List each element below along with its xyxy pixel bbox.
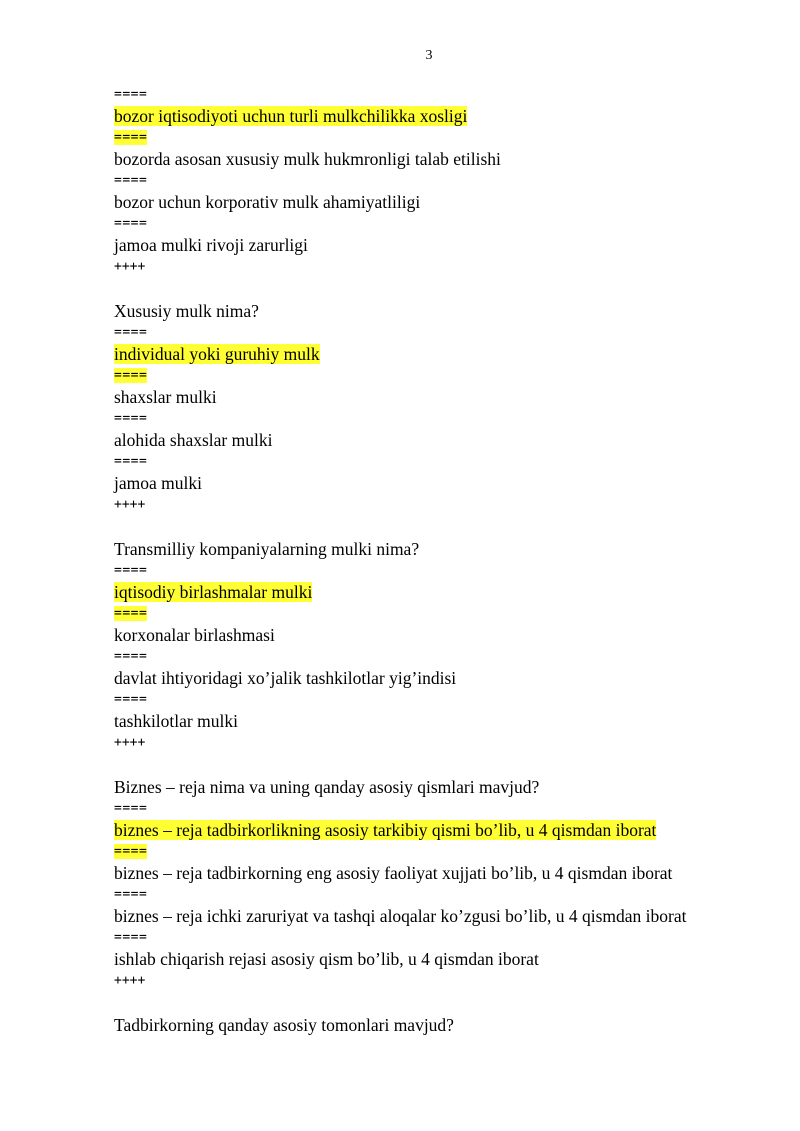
correct-answer: biznes – reja tadbirkorlikning asosiy tarkibiy qismi bo’lib, u 4 qismdan iborat	[114, 820, 657, 840]
separator: ====	[114, 173, 148, 188]
question-block	[114, 87, 754, 275]
question-block	[114, 298, 754, 513]
separator: ====	[114, 411, 148, 426]
terminator: ++++	[114, 259, 146, 274]
correct-answer: iqtisodiy birlashmalar mulki	[114, 582, 313, 602]
answer-option: davlat ihtiyoridagi xo’jalik tashkilotlar yig’indisi	[114, 668, 457, 688]
separator: ====	[114, 563, 148, 578]
answer-option: ishlab chiqarish rejasi asosiy qism bo’lib, u 4 qismdan iborat	[114, 949, 539, 969]
answer-option: tashkilotlar mulki	[114, 711, 238, 731]
separator: ====	[114, 692, 148, 707]
document-body	[114, 87, 754, 1039]
answer-option: jamoa mulki	[114, 473, 202, 493]
separator: ====	[114, 606, 148, 621]
answer-option: biznes – reja ichki zaruriyat va tashqi aloqalar ko’zgusi bo’lib, u 4 qismdan iborat	[114, 906, 687, 926]
separator: ====	[114, 887, 148, 902]
separator: ====	[114, 130, 148, 145]
answer-option: bozorda asosan xususiy mulk hukmronligi talab etilishi	[114, 149, 501, 169]
correct-answer: bozor iqtisodiyoti uchun turli mulkchilikka xosligi	[114, 106, 468, 126]
separator: ====	[114, 454, 148, 469]
question-text: Tadbirkorning qanday asosiy tomonlari mavjud?	[114, 1015, 454, 1035]
terminator: ++++	[114, 497, 146, 512]
separator: ====	[114, 649, 148, 664]
question-block	[114, 536, 754, 751]
question-text: Xususiy mulk nima?	[114, 301, 259, 321]
separator: ====	[114, 801, 148, 816]
separator: ====	[114, 216, 148, 231]
separator: ====	[114, 844, 148, 859]
answer-option: jamoa mulki rivoji zarurligi	[114, 235, 308, 255]
terminator: ++++	[114, 735, 146, 750]
page-number: 3	[425, 48, 433, 63]
separator: ====	[114, 368, 148, 383]
separator: ====	[114, 930, 148, 945]
answer-option: shaxslar mulki	[114, 387, 217, 407]
question-text: Biznes – reja nima va uning qanday asosiy qismlari mavjud?	[114, 777, 540, 797]
question-block	[114, 774, 754, 989]
answer-option: korxonalar birlashmasi	[114, 625, 275, 645]
answer-option: biznes – reja tadbirkorning eng asosiy faoliyat xujjati bo’lib, u 4 qismdan iborat	[114, 863, 673, 883]
separator: ====	[114, 325, 148, 340]
separator: ====	[114, 87, 148, 102]
answer-option: alohida shaxslar mulki	[114, 430, 273, 450]
correct-answer: individual yoki guruhiy mulk	[114, 344, 320, 364]
terminator: ++++	[114, 973, 146, 988]
question-text: Transmilliy kompaniyalarning mulki nima?	[114, 539, 420, 559]
answer-option: bozor uchun korporativ mulk ahamiyatliligi	[114, 192, 421, 212]
